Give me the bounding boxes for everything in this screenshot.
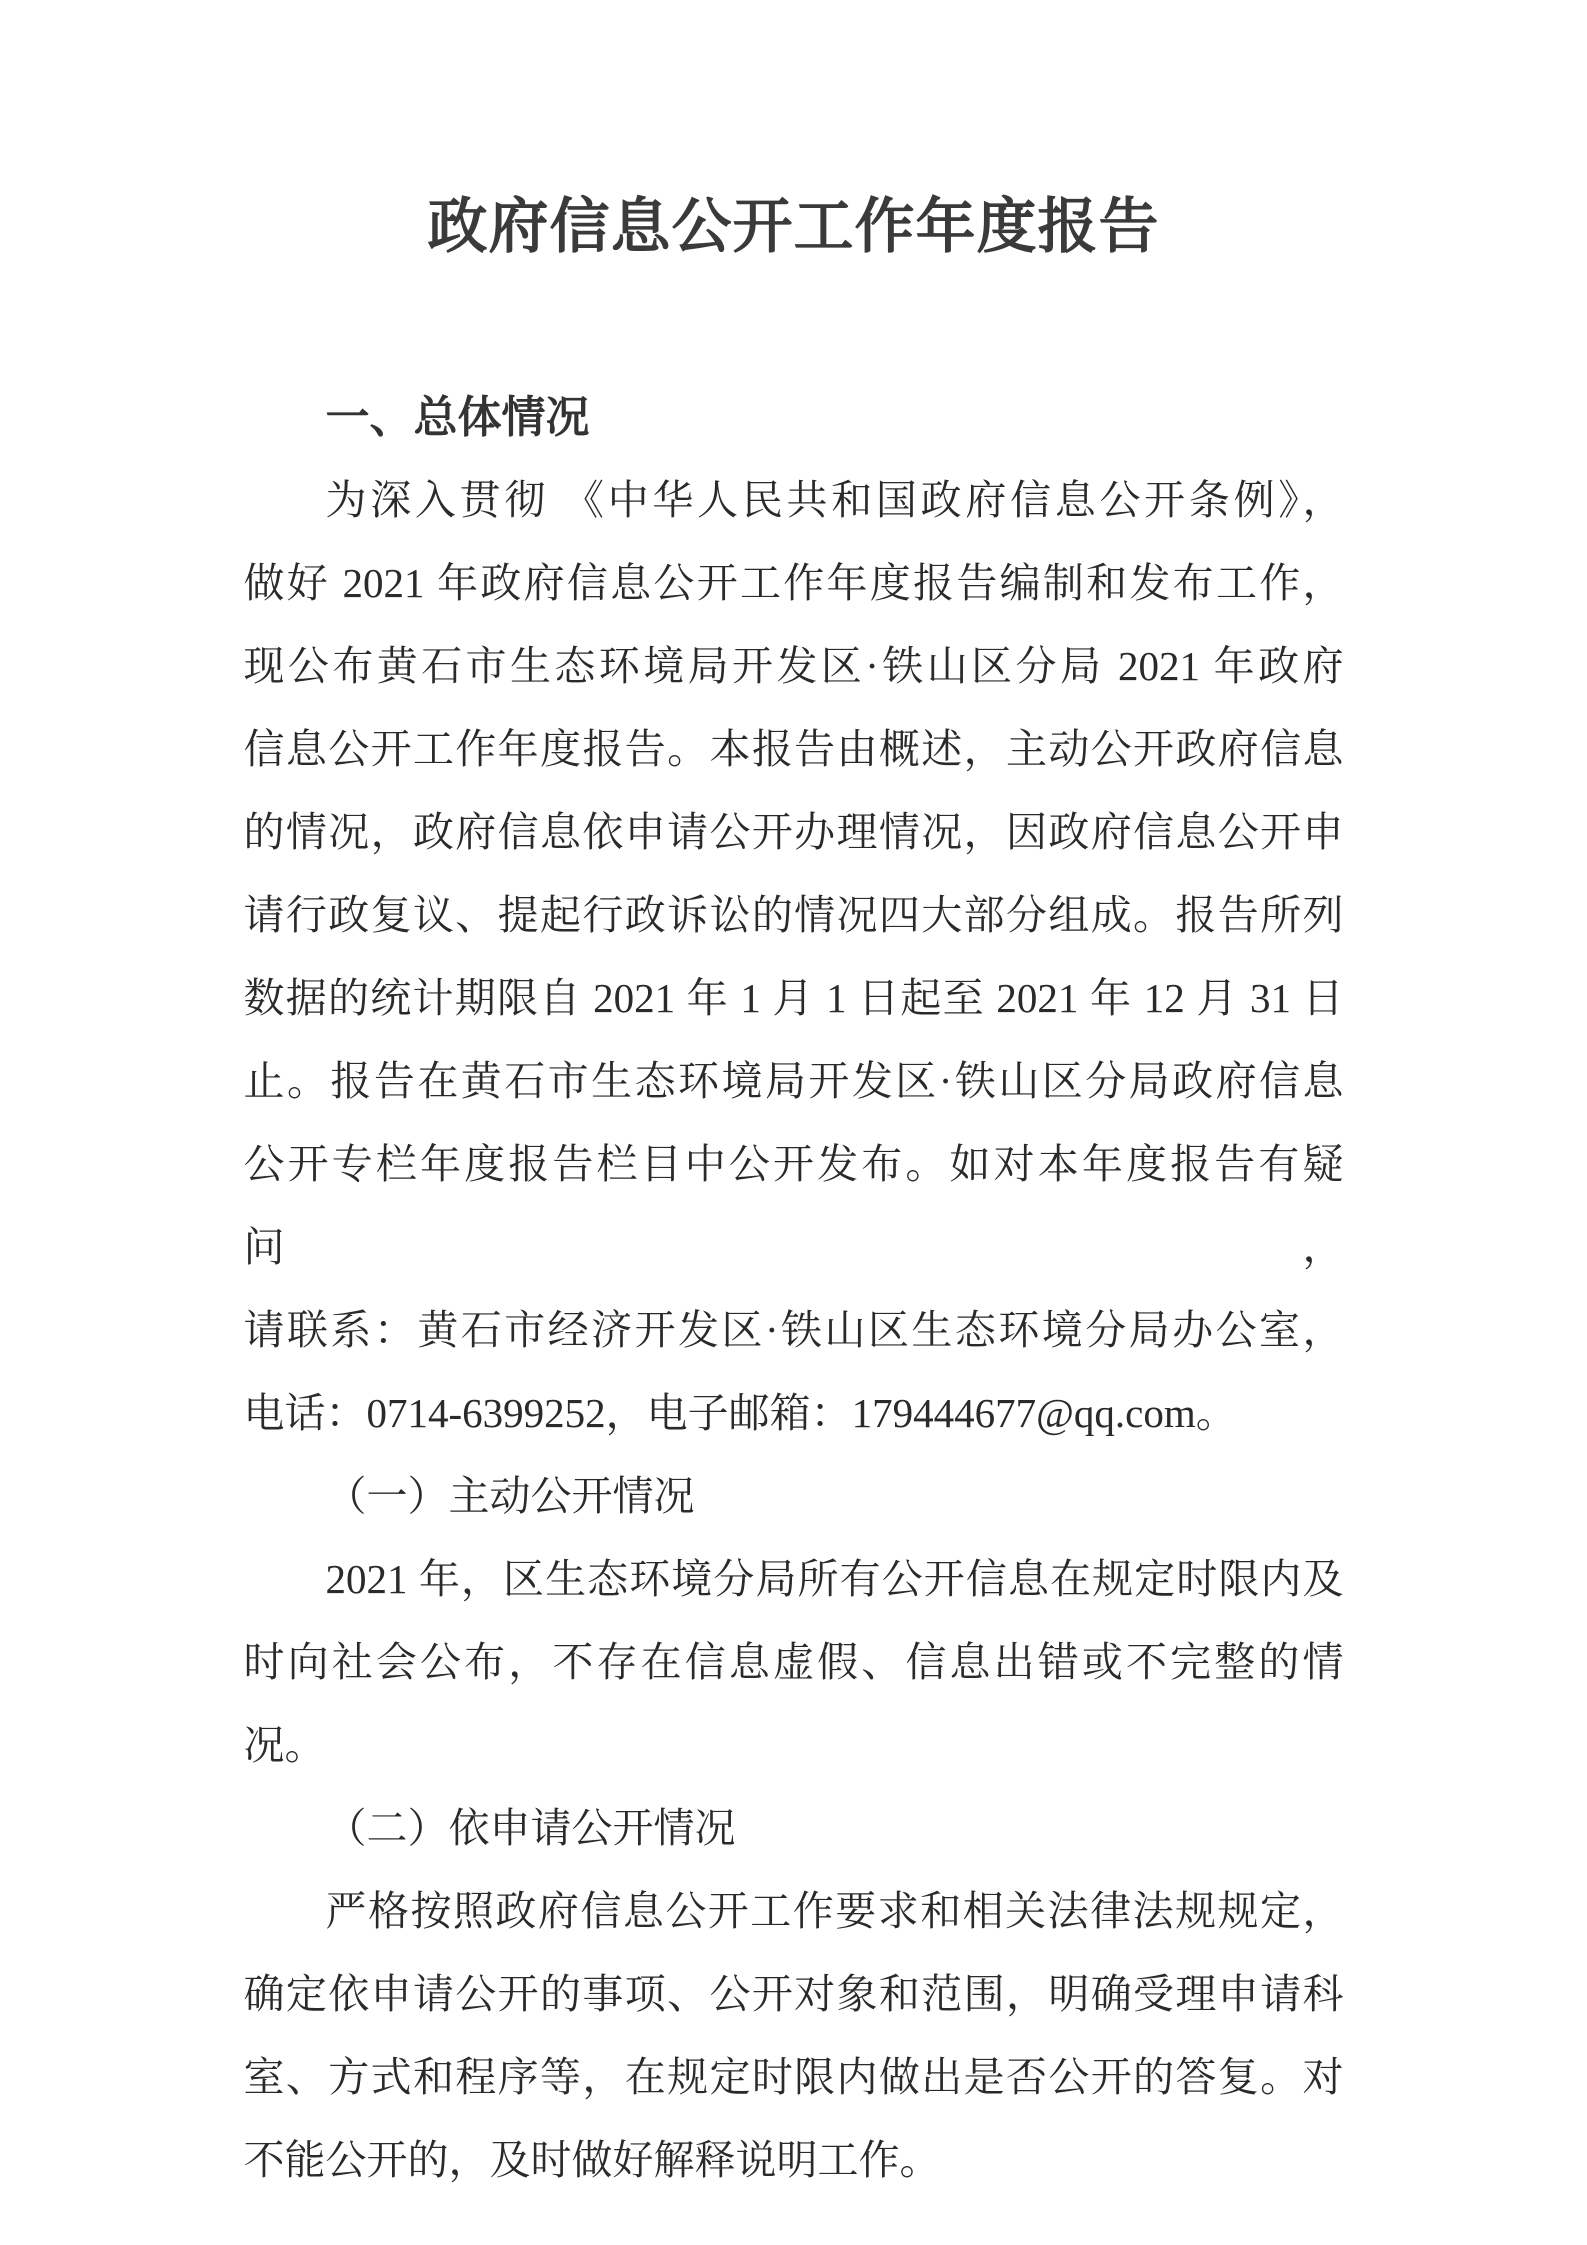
sub-section-heading: （一）主动公开情况: [325, 1473, 695, 1519]
paragraph-line: 公开专栏年度报告栏目中公开发布。如对本年度报告有疑问，: [243, 1141, 1344, 1270]
paragraph-line: 时向社会公布，不存在信息虚假、信息出错或不完整的情况。: [243, 1639, 1344, 1768]
paragraph-line: 现公布黄石市生态环境局开发区·铁山区分局 2021 年政府: [243, 643, 1344, 689]
paragraph-line: 为深入贯彻 《中华人民共和国政府信息公开条例》，: [325, 477, 1344, 523]
sub-section-heading: （二）依申请公开情况: [325, 1805, 736, 1851]
paragraph-line: 确定依申请公开的事项、公开对象和范围，明确受理申请科: [243, 1971, 1344, 2017]
paragraph-line: 请联系：黄石市经济开发区·铁山区生态环境分局办公室，: [243, 1307, 1344, 1353]
paragraph-line: 2021 年，区生态环境分局所有公开信息在规定时限内及: [325, 1556, 1344, 1602]
paragraph-line: 的情况，政府信息依申请公开办理情况，因政府信息公开申: [243, 809, 1344, 855]
paragraph-line: 室、方式和程序等，在规定时限内做出是否公开的答复。对: [243, 2054, 1344, 2100]
paragraph-line: 不能公开的，及时做好解释说明工作。: [243, 2137, 941, 2183]
paragraph-line: 止。报告在黄石市生态环境局开发区·铁山区分局政府信息: [243, 1058, 1344, 1104]
paragraph-line: 严格按照政府信息公开工作要求和相关法律法规规定，: [325, 1888, 1344, 1934]
section-heading: 一、总体情况: [325, 393, 590, 442]
paragraph-line: 做好 2021 年政府信息公开工作年度报告编制和发布工作，: [243, 560, 1344, 606]
document-blocks: [244, 376, 1344, 2202]
paragraph-line: 信息公开工作年度报告。本报告由概述，主动公开政府信息: [243, 726, 1344, 772]
document-title: 政府信息公开工作年度报告: [427, 193, 1160, 260]
paragraph-line: 数据的统计期限自 2021 年 1 月 1 日起至 2021 年 12 月 31 日: [243, 975, 1344, 1021]
paragraph-line: 电话：0714-6399252，电子邮箱：179444677@qq.com。: [243, 1390, 1237, 1436]
paragraph-line: 请行政复议、提起行政诉讼的情况四大部分组成。报告所列: [243, 892, 1344, 938]
